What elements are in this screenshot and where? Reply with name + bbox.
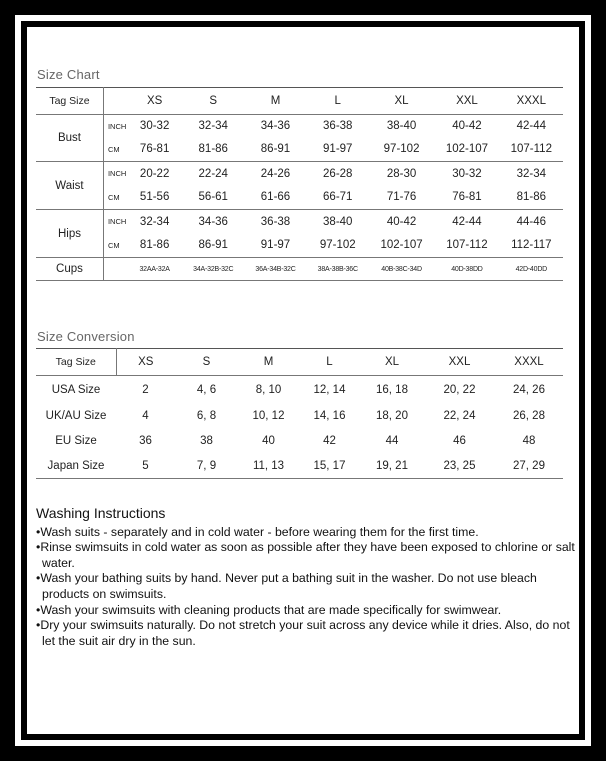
table-cell: 76-81	[452, 191, 482, 204]
table-cell: 19, 21	[376, 459, 408, 472]
table-cell: 38-40	[323, 215, 353, 228]
washing-list	[36, 525, 576, 650]
cup-cell: 40B-38C-34D	[381, 265, 422, 273]
size-header: XXL	[456, 95, 478, 107]
row-label: USA Size	[51, 383, 101, 396]
table-cell: 5	[142, 459, 149, 472]
unit-label: CM	[107, 192, 120, 202]
table-cell: 7, 9	[196, 459, 217, 472]
washing-title: Washing Instructions	[36, 505, 166, 521]
cup-cell: 40D-38DD	[451, 265, 483, 273]
table-cell: 32-34	[198, 120, 228, 133]
washing-instructions	[36, 506, 576, 649]
table-cell: 40	[262, 435, 275, 447]
table-cell: 81-86	[198, 143, 228, 156]
table-cell: 24-26	[260, 167, 291, 180]
unit-label: CM	[107, 144, 120, 154]
table-cell: 97-102	[383, 143, 420, 156]
table-cell: 2	[142, 383, 149, 396]
list-item: • Wash your swimsuits with cleaning products that are made specifically for swimwear.	[36, 603, 576, 619]
measure-label-hips: Hips	[36, 210, 103, 258]
table-cell: 32-34	[516, 167, 547, 180]
table-cell: 36-38	[260, 215, 291, 228]
table-cell: 86-91	[198, 239, 228, 252]
table-cell: 20, 22	[443, 383, 476, 396]
size-header: XS	[146, 95, 163, 107]
table-cell: 24, 26	[513, 383, 545, 396]
cup-cell: 42D-40DD	[515, 265, 548, 273]
table-cell: 36-38	[323, 120, 353, 133]
unit-label: INCH	[107, 169, 127, 179]
list-item: • Wash your bathing suits by hand. Never put a bathing suit in the washer. Do not use bleach products on swimsuits.	[36, 571, 576, 602]
table-cell: 81-86	[516, 191, 547, 204]
table-cell: 6, 8	[196, 410, 217, 422]
tag-size-label: Tag Size	[36, 88, 103, 115]
table-cell: 14, 16	[313, 410, 346, 422]
table-cell: 28-30	[386, 167, 417, 180]
list-item: • Rinse swimsuits in cold water as soon as possible after they have been exposed to chlorine or salt water.	[36, 540, 576, 571]
measure-label-waist: Waist	[36, 162, 103, 210]
cups-label: Cups	[36, 258, 103, 281]
row-label: Japan Size	[47, 459, 105, 472]
size-header: XXXL	[516, 95, 547, 107]
table-cell: 34-36	[260, 120, 291, 133]
list-item: • Wash suits - separately and in cold water - before wearing them for the first time.	[36, 525, 576, 541]
table-cell: 91-97	[260, 239, 291, 252]
table-cell: 44	[385, 435, 399, 447]
table-cell: 22-24	[198, 167, 228, 180]
table-cell: 86-91	[260, 143, 291, 156]
table-cell: 34-36	[198, 215, 228, 228]
table-cell: 81-86	[139, 239, 170, 252]
unit-label: CM	[107, 240, 120, 250]
table-cell: 48	[522, 435, 536, 447]
table-cell: 66-71	[323, 191, 353, 204]
tag-size-label: Tag Size	[36, 349, 116, 376]
table-cell: 76-81	[139, 143, 170, 156]
table-cell: 71-76	[386, 191, 417, 204]
unit-label: INCH	[107, 217, 127, 227]
size-chart-title: Size Chart	[37, 67, 100, 82]
size-guide-page	[27, 27, 579, 734]
measure-label-bust: Bust	[36, 115, 103, 162]
cup-cell: 38A-38B-36C	[317, 265, 358, 273]
size-header: M	[270, 95, 281, 107]
table-cell: 23, 25	[443, 459, 476, 472]
table-cell: 27, 29	[513, 459, 545, 472]
table-cell: 102-107	[445, 143, 489, 156]
table-cell: 32-34	[139, 215, 170, 228]
size-header: XXL	[448, 356, 471, 368]
table-cell: 18, 20	[376, 410, 408, 422]
table-cell: 20-22	[139, 167, 170, 180]
table-cell: 11, 13	[252, 459, 285, 472]
size-header: S	[202, 356, 211, 368]
table-cell: 102-107	[380, 239, 423, 252]
table-cell: 42-44	[452, 215, 482, 228]
table-cell: 107-112	[446, 239, 488, 252]
size-header: XS	[138, 356, 154, 368]
table-cell: 12, 14	[313, 383, 346, 396]
table-cell: 40-42	[452, 120, 482, 133]
table-cell: 22, 24	[443, 410, 476, 422]
table-cell: 40-42	[386, 215, 417, 228]
table-cell: 38-40	[386, 120, 417, 133]
table-cell: 44-46	[516, 215, 547, 228]
size-header: S	[209, 95, 218, 107]
table-cell: 8, 10	[255, 383, 282, 396]
row-label: UK/AU Size	[45, 410, 107, 422]
size-header: XXXL	[514, 356, 544, 368]
size-header: L	[326, 356, 333, 368]
cup-cell: 36A-34B-32C	[255, 265, 296, 273]
size-header: M	[263, 356, 274, 368]
table-cell: 56-61	[198, 191, 228, 204]
table-cell: 38	[200, 435, 213, 447]
row-label: EU Size	[55, 435, 97, 447]
size-header: L	[334, 95, 341, 107]
cup-cell: 32AA-32A	[139, 265, 170, 273]
table-cell: 46	[453, 435, 466, 447]
list-item: • Dry your swimsuits naturally. Do not stretch your suit across any device while it dries. Also, do not let the suit air dry in the sun.	[36, 618, 576, 649]
table-cell: 51-56	[139, 191, 170, 204]
table-cell: 42	[323, 435, 336, 447]
table-cell: 36	[139, 435, 152, 447]
size-conversion-table	[36, 348, 563, 479]
table-cell: 16, 18	[376, 383, 408, 396]
table-cell: 10, 12	[252, 410, 285, 422]
table-cell: 112-117	[511, 239, 552, 252]
table-cell: 26-28	[323, 167, 353, 180]
table-cell: 61-66	[260, 191, 291, 204]
size-header: XL	[394, 95, 409, 107]
table-cell: 15, 17	[313, 459, 346, 472]
size-chart-table	[36, 87, 563, 281]
size-header: XL	[384, 356, 400, 368]
table-cell: 97-102	[319, 239, 356, 252]
table-cell: 107-112	[510, 143, 552, 156]
table-cell: 26, 28	[513, 410, 545, 422]
table-cell: 4	[142, 410, 149, 422]
table-cell: 4, 6	[196, 383, 217, 396]
table-cell: 91-97	[323, 143, 353, 156]
cup-cell: 34A-32B-32C	[193, 265, 234, 273]
table-cell: 42-44	[516, 120, 547, 133]
table-cell: 30-32	[139, 120, 170, 133]
unit-label: INCH	[107, 121, 127, 131]
size-conversion-title: Size Conversion	[37, 329, 135, 344]
table-cell: 30-32	[452, 167, 482, 180]
